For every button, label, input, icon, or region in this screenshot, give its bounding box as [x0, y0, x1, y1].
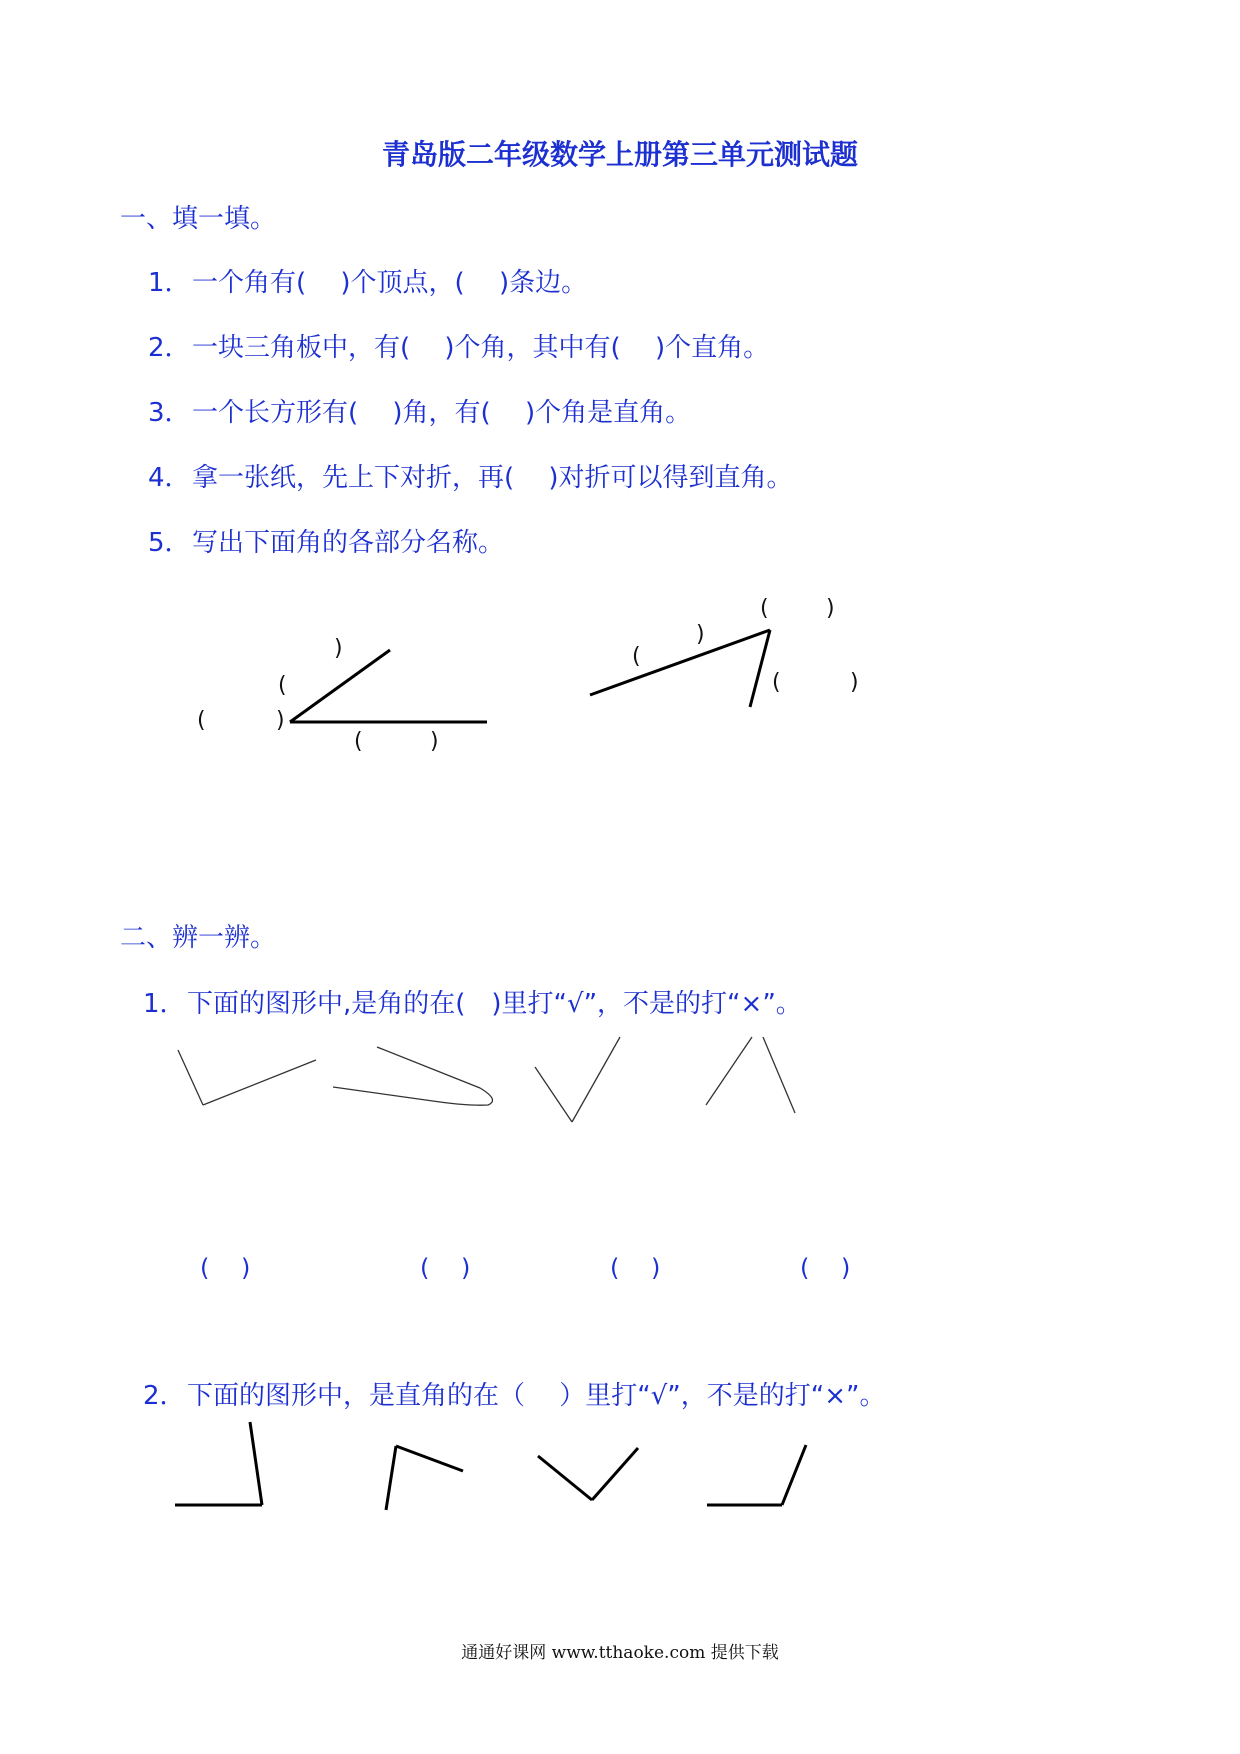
footer-credit: 通通好课网 www.tthaoke.com 提供下载 [461, 1643, 779, 1663]
question-text: 一块三角板中，有( )个角，其中有( )个直角。 [192, 333, 770, 363]
label-open-paren: ( [772, 670, 781, 695]
label-close-paren: ) [276, 708, 285, 733]
q2-figure-1 [175, 1422, 262, 1505]
question-2-2 [143, 1375, 886, 1412]
label-close-paren: ) [430, 729, 439, 754]
answer-blank: ( ) [800, 1254, 851, 1282]
question-number: 3． [148, 398, 191, 428]
section-2-heading: 二、辨一辨。 [120, 923, 277, 953]
label-open-paren: ( [632, 644, 641, 669]
answer-blank: ( ) [420, 1254, 471, 1282]
label-open-paren: ( [354, 729, 363, 754]
question-text: 下面的图形中，是直角的在（ ）里打“√”，不是的打“×”。 [187, 1381, 886, 1411]
label-close-paren: ) [696, 622, 705, 647]
q1-figure-2 [333, 1047, 493, 1105]
question-number: 5． [148, 528, 191, 558]
question-number: 2． [148, 333, 191, 363]
label-open-paren: ( [278, 673, 287, 698]
question-text: 下面的图形中,是角的在( )里打“√”，不是的打“×”。 [187, 989, 802, 1019]
question-2-1 [143, 983, 802, 1020]
q1-figure-1 [178, 1050, 316, 1105]
question-text: 拿一张纸，先上下对折，再( )对折可以得到直角。 [192, 463, 793, 493]
label-close-paren: ) [850, 670, 859, 695]
question-text: 一个长方形有( )角，有( )个角是直角。 [192, 398, 692, 428]
section-1-heading: 一、填一填。 [120, 204, 277, 234]
answer-blank: ( ) [200, 1254, 251, 1282]
question-text: 一个角有( )个顶点，( )条边。 [192, 268, 588, 298]
q2-figure-2 [386, 1446, 463, 1510]
label-open-paren: ( [760, 596, 769, 621]
label-open-paren: ( [197, 708, 206, 733]
angle-figure-b [590, 630, 770, 707]
label-close-paren: ) [826, 596, 835, 621]
question-number: 1． [148, 268, 191, 298]
angle-figure-a [290, 650, 487, 722]
label-close-paren: ) [334, 636, 343, 661]
question-number: 2． [143, 1381, 186, 1411]
question-text: 写出下面角的各部分名称。 [192, 528, 505, 558]
q1-figure-4 [706, 1037, 795, 1113]
question-number: 4． [148, 463, 191, 493]
answer-blank: ( ) [610, 1254, 661, 1282]
q2-figure-3 [538, 1448, 638, 1500]
q2-figure-4 [707, 1445, 806, 1505]
question-number: 1． [143, 989, 186, 1019]
q1-figure-3 [535, 1037, 620, 1122]
page-title: 青岛版二年级数学上册第三单元测试题 [381, 138, 858, 171]
